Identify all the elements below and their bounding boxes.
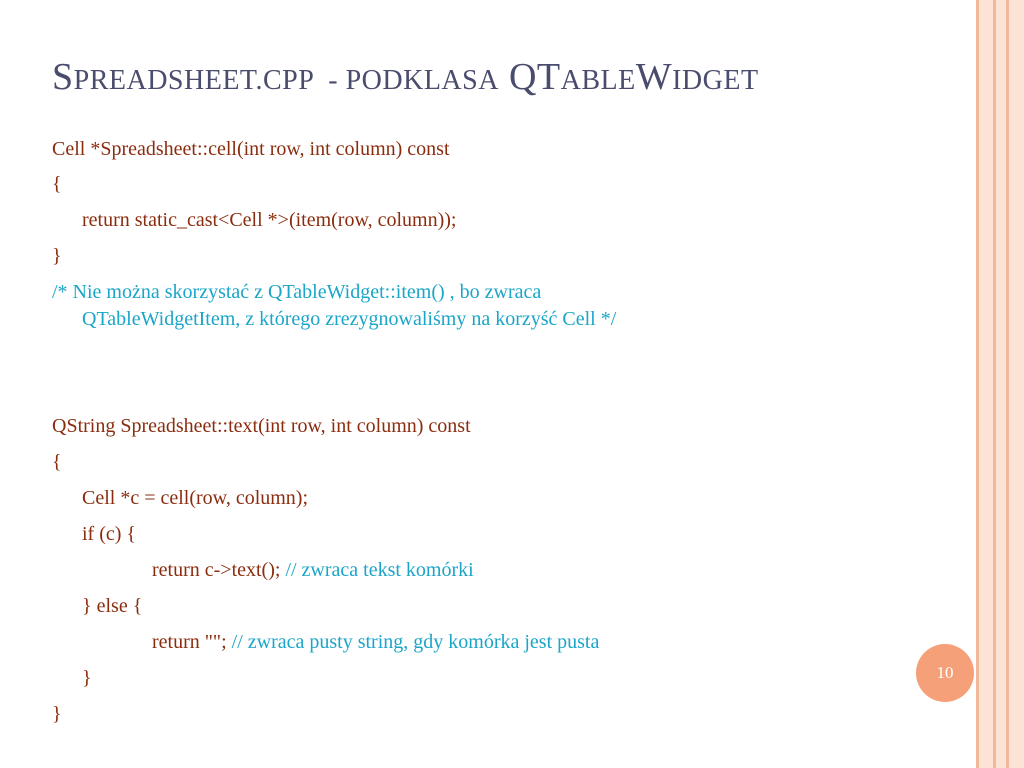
decorative-stripes bbox=[976, 0, 1024, 768]
title-part3-big: QT bbox=[498, 56, 561, 98]
code-text: return static_cast<Cell *>(item(row, column)); bbox=[82, 209, 457, 231]
code-line bbox=[82, 207, 456, 233]
code-line bbox=[52, 243, 62, 269]
title-sep: - bbox=[313, 65, 346, 96]
code-text: } bbox=[52, 703, 62, 725]
code-text: { bbox=[52, 173, 62, 195]
title-part4-sc: IDGET bbox=[672, 65, 759, 96]
code-line bbox=[152, 629, 599, 655]
title-part2-sc: PODKLASA bbox=[345, 65, 499, 96]
code-line bbox=[152, 557, 474, 583]
code-text: } bbox=[52, 245, 62, 267]
block-comment-line2: QTableWidgetItem, z którego zrezygnowaliśmy na korzyść Cell */ bbox=[82, 308, 617, 330]
code-line bbox=[52, 136, 450, 162]
code-text: return ""; bbox=[152, 631, 232, 653]
code-text: } bbox=[82, 667, 92, 689]
slide-title bbox=[52, 52, 952, 106]
code-line bbox=[82, 485, 308, 511]
code-comment: // zwraca pusty string, gdy komórka jest pusta bbox=[231, 631, 600, 653]
block-comment bbox=[52, 279, 812, 333]
code-text: return c->text(); bbox=[152, 559, 286, 581]
code-line bbox=[82, 665, 92, 691]
block-comment-line1: /* Nie można skorzystać z QTableWidget::item() , bo zwraca bbox=[52, 281, 542, 303]
code-line bbox=[82, 593, 142, 619]
code-line bbox=[52, 449, 62, 475]
code-text: if (c) { bbox=[82, 523, 137, 545]
title-part4-big: W bbox=[635, 56, 673, 98]
code-line bbox=[52, 171, 62, 197]
code-text: QString Spreadsheet::text(int row, int column) const bbox=[52, 415, 471, 437]
code-line bbox=[52, 701, 62, 727]
code-text: } else { bbox=[82, 595, 143, 617]
code-line bbox=[82, 521, 136, 547]
code-line bbox=[52, 413, 471, 439]
code-text: { bbox=[52, 451, 62, 473]
code-comment: // zwraca tekst komórki bbox=[285, 559, 474, 581]
title-part3-sc: ABLE bbox=[560, 65, 636, 96]
code-text: Cell *Spreadsheet::cell(int row, int column) const bbox=[52, 138, 450, 160]
title-part1-sc: PREADSHEET.CPP bbox=[73, 65, 314, 96]
page-number-badge: 10 bbox=[916, 644, 974, 702]
title-part1-big: S bbox=[52, 56, 74, 98]
code-text: Cell *c = cell(row, column); bbox=[82, 487, 309, 509]
